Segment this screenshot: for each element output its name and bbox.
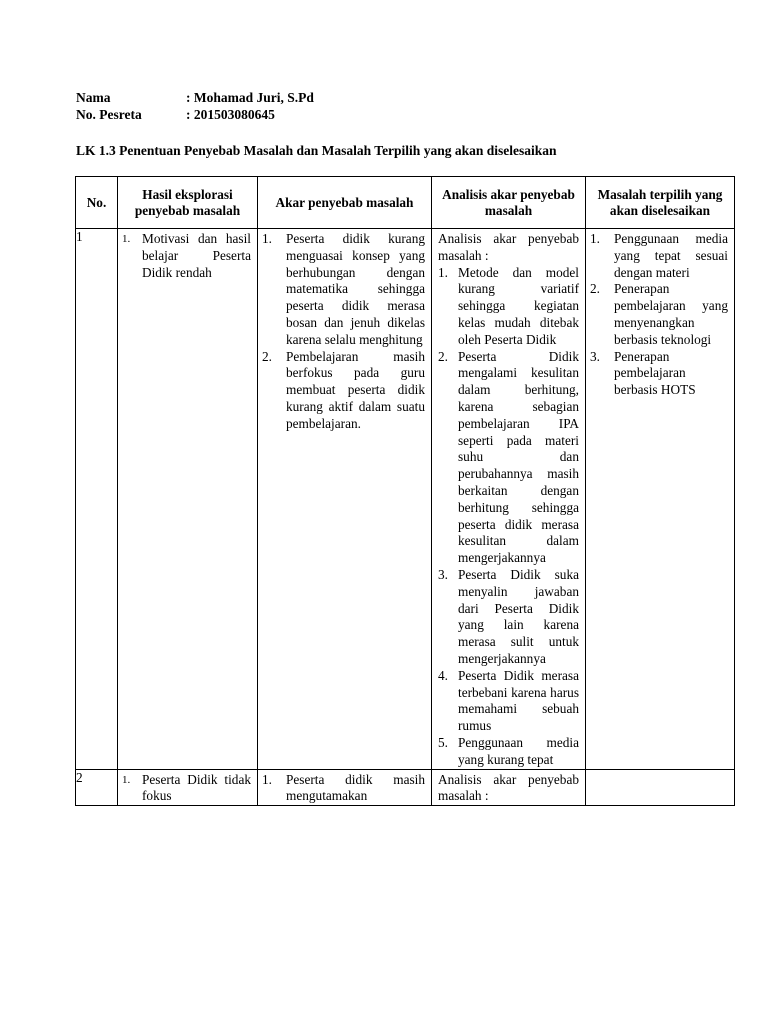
participant-number-row	[76, 106, 314, 123]
item-number: 1.	[438, 264, 448, 280]
table-row	[76, 769, 735, 806]
header-no: No.	[76, 177, 118, 229]
analisis-item	[438, 349, 579, 567]
akar-item	[262, 231, 425, 349]
hasil-list	[118, 770, 257, 806]
item-text: Metode dan model kurang variatif sehingga kegiatan kelas mudah ditebak oleh Peserta Didik	[458, 264, 579, 347]
participant-number-value: : 201503080645	[186, 107, 275, 122]
identity-block	[76, 89, 314, 123]
analisis-item	[438, 735, 579, 769]
hasil-item	[122, 772, 251, 806]
item-number: 1.	[262, 771, 272, 787]
item-text: Peserta Didik suka menyalin jawaban dari Peserta Didik yang lain karena merasa sulit untuk mengerjakannya	[458, 566, 579, 666]
item-number: 3.	[590, 348, 600, 364]
item-text: Peserta Didik mengalami kesulitan dalam berhitung, karena sebagian pembelajaran IPA seperti pada materi suhu dan perubahannya masih berkaitan dengan berhitung sehingga peserta didik merasa kesulitan dalam mengerjakannya	[458, 348, 579, 566]
row-number-cell: 1	[76, 229, 118, 770]
analisis-cell	[432, 229, 586, 770]
header-akar-penyebab: Akar penyebab masalah	[258, 177, 432, 229]
analisis-intro: Analisis akar penyebab masalah :	[438, 771, 579, 804]
item-number: 2.	[438, 348, 448, 364]
item-number: 4.	[438, 667, 448, 683]
item-number: 1.	[590, 231, 600, 246]
item-number: 2.	[590, 281, 600, 297]
analisis-item	[438, 567, 579, 668]
problem-analysis-table	[75, 176, 735, 806]
hasil-eksplorasi-cell	[118, 769, 258, 806]
masalah-item	[590, 349, 728, 399]
table-body	[76, 229, 735, 806]
item-text: Peserta didik masih mengutamakan	[286, 771, 425, 804]
item-text: Penggunaan media yang kurang tepat	[458, 734, 579, 767]
masalah-list	[586, 229, 734, 399]
row-number-cell: 2	[76, 769, 118, 806]
table-header-row	[76, 177, 735, 229]
akar-list	[258, 229, 431, 433]
item-text: Penggunaan media yang tepat sesuai dengan materi	[614, 231, 728, 280]
masalah-terpilih-cell	[586, 229, 735, 770]
analisis-item	[438, 668, 579, 735]
akar-list	[258, 770, 431, 806]
masalah-terpilih-cell	[586, 769, 735, 806]
header-masalah-terpilih: Masalah terpilih yang akan diselesaikan	[586, 177, 735, 229]
name-row	[76, 89, 314, 106]
item-number: 1.	[122, 773, 131, 786]
document-title: LK 1.3 Penentuan Penyebab Masalah dan Masalah Terpilih yang akan diselesaikan	[76, 143, 557, 158]
item-number: 2.	[262, 348, 272, 364]
masalah-item	[590, 231, 728, 281]
item-number: 3.	[438, 566, 448, 582]
item-text: Pembelajaran masih berfokus pada guru membuat peserta didik kurang aktif dalam suatu pembelajaran.	[286, 348, 425, 431]
analisis-cell	[432, 769, 586, 806]
item-text: Penerapan pembelajaran yang menyenangkan berbasis teknologi	[614, 281, 728, 347]
akar-item	[262, 349, 425, 433]
hasil-eksplorasi-cell	[118, 229, 258, 770]
item-number: 5.	[438, 734, 448, 750]
item-number: 1.	[262, 231, 272, 246]
participant-number-label: No. Pesreta	[76, 107, 142, 122]
item-text: Penerapan pembelajaran berbasis HOTS	[614, 348, 696, 398]
akar-penyebab-cell	[258, 229, 432, 770]
header-analisis-akar: Analisis akar penyebab masalah	[432, 177, 586, 229]
item-text: Peserta Didik tidak fokus	[142, 771, 251, 804]
item-text: Peserta didik kurang menguasai konsep yang berhubungan dengan matematika sehingga peserta didik merasa bosan dan jenuh dikelas karena selalu menghitung	[286, 231, 425, 347]
analisis-item	[438, 265, 579, 349]
masalah-item	[590, 281, 728, 348]
hasil-item	[122, 231, 251, 281]
header-hasil-eksplorasi: Hasil eksplorasi penyebab masalah	[118, 177, 258, 229]
analisis-intro: Analisis akar penyebab masalah :	[438, 231, 579, 263]
name-label: Nama	[76, 90, 111, 105]
hasil-list	[118, 229, 257, 281]
akar-penyebab-cell	[258, 769, 432, 806]
table-row	[76, 229, 735, 770]
item-number: 1.	[122, 233, 131, 245]
item-text: Motivasi dan hasil belajar Peserta Didik rendah	[142, 231, 251, 280]
name-value: : Mohamad Juri, S.Pd	[186, 90, 314, 105]
analisis-list	[432, 265, 585, 769]
akar-item	[262, 772, 425, 806]
item-text: Peserta Didik merasa terbebani karena harus memahami sebuah rumus	[458, 667, 579, 734]
